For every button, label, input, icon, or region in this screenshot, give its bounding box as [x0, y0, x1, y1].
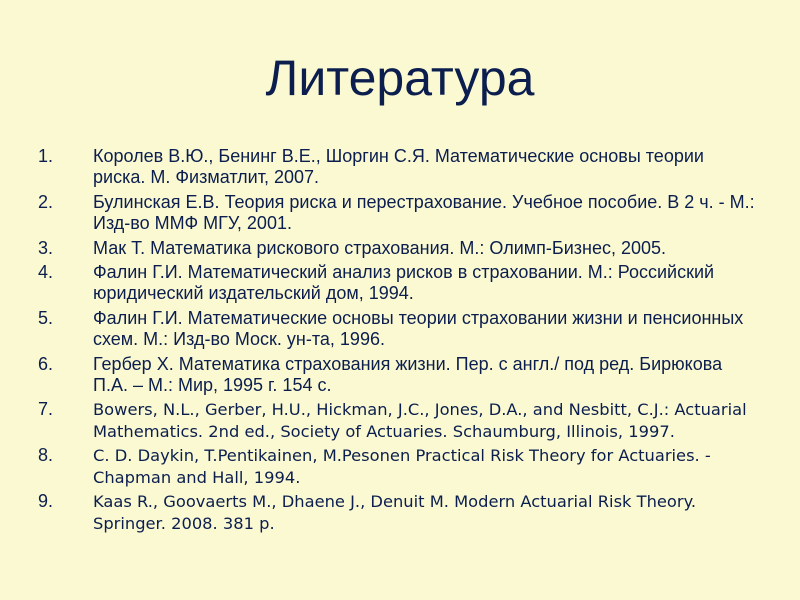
reference-text: Мак Т. Математика рискового страхования. М.: Олимп-Бизнес, 2005.	[93, 237, 667, 258]
reference-number: 8.	[38, 445, 54, 466]
reference-item	[38, 354, 758, 397]
reference-item	[38, 146, 758, 189]
reference-text: Гербер Х. Математика страхования жизни. Пер. с англ./ под ред. Бирюкова П.А. – М.: Мир, 1995 г. 154 с.	[93, 353, 723, 396]
reference-text: Фалин Г.И. Математический анализ рисков в страховании. М.: Российский юридический издательский дом, 1994.	[93, 262, 715, 304]
reference-text: Bowers, N.L., Gerber, H.U., Hickman, J.C., Jones, D.A., and Nesbitt, C.J.: Actuarial Mathematics. 2nd ed., Society of Actuaries. Schaumburg, Illinois, 1997.	[93, 400, 747, 441]
reference-number: 1.	[38, 146, 54, 166]
reference-number: 5.	[38, 307, 54, 328]
reference-number: 6.	[38, 353, 54, 374]
reference-list	[38, 146, 758, 537]
reference-item	[38, 445, 758, 488]
reference-number: 3.	[38, 237, 54, 258]
reference-item	[38, 308, 758, 351]
reference-text: Фалин Г.И. Математические основы теории страховании жизни и пенсионных схем. М.: Изд-во Моск. ун-та, 1996.	[93, 307, 744, 350]
reference-item	[38, 399, 758, 442]
reference-number: 7.	[38, 399, 54, 420]
reference-number: 9.	[38, 491, 54, 512]
reference-text: Булинская Е.В. Теория риска и перестрахование. Учебное пособие. В 2 ч. - М.: Изд-во ММФ МГУ, 2001.	[93, 191, 755, 234]
reference-item	[38, 491, 758, 534]
reference-item	[38, 262, 758, 305]
reference-number: 2.	[38, 191, 54, 212]
reference-text: Королев В.Ю., Бенинг В.Е., Шоргин С.Я. Математические основы теории риска. М. Физматлит, 2007.	[93, 146, 704, 188]
reference-text: Kaas R., Goovaerts M., Dhaene J., Denuit M. Modern Actuarial Risk Theory. Springer. 2008. 381 p.	[93, 492, 697, 533]
slide-title: Литература	[265, 50, 535, 106]
reference-text: C. D. Daykin, T.Pentikainen, M.Pesonen Practical Risk Theory for Actuaries. - Chapman and Hall, 1994.	[93, 446, 711, 487]
reference-number: 4.	[38, 262, 54, 283]
reference-item	[38, 192, 758, 235]
reference-item	[38, 238, 758, 259]
